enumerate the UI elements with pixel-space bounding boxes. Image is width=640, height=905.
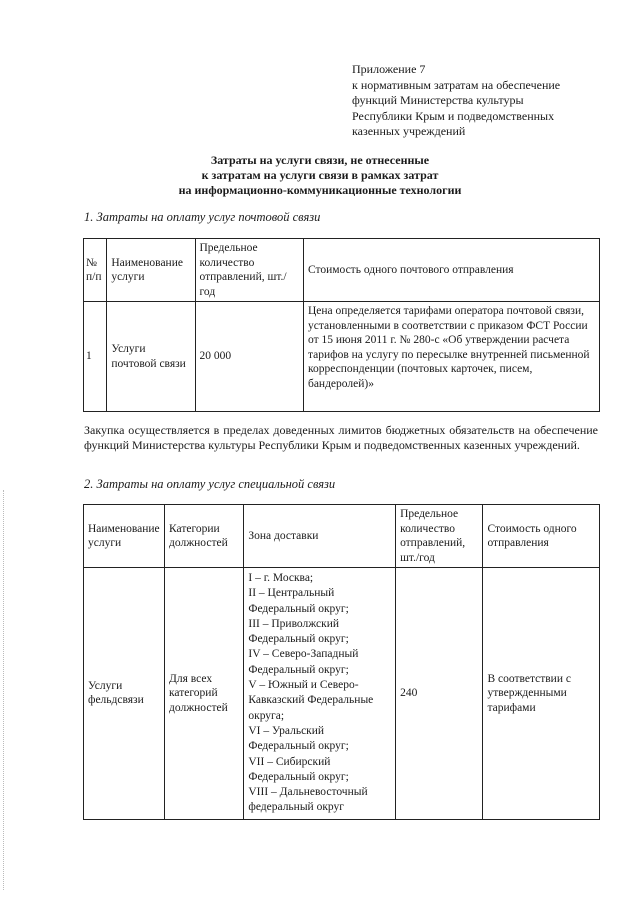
appendix-block: [352, 62, 602, 140]
appendix-line: казенных учреждений: [352, 124, 466, 138]
section-2-heading: 2. Затраты на оплату услуг специальной связи: [84, 477, 336, 491]
appendix-line: функций Министерства культуры: [352, 93, 524, 107]
zone-item: II – Центральный Федеральный округ;: [248, 587, 349, 615]
header-quantity: Предельное количество отправлений, шт./год: [195, 239, 303, 302]
header-quantity: Предельное количество отправлений, шт./год: [396, 505, 483, 568]
table-header-row: [84, 505, 600, 568]
header-service-name: Наименование услуги: [107, 239, 195, 302]
table-row: [84, 302, 600, 412]
zone-item: IV – Северо-Западный Федеральный округ;: [248, 648, 359, 676]
cell-cost: В соответствии с утвержденными тарифами: [483, 568, 600, 820]
procurement-paragraph: Закупка осуществляется в пределах доведенных лимитов бюджетных обязательств на обеспечение функций Министерства культуры Республики Крым и подведомственных казенных учреждений.: [84, 423, 598, 452]
postal-services-table: [83, 238, 600, 412]
cell-cost: Цена определяется тарифами оператора почтовой связи, установленными в соответствии с приказом ФСТ России от 15 июня 2011 г. № 280-с «Об утверждении расчета тарифов на услугу по пересылке внутренней письменной корреспонденции (почтовых карточек, писем, бандеролей)»: [303, 302, 599, 412]
cell-quantity: 240: [396, 568, 483, 820]
header-delivery-zone: Зона доставки: [244, 505, 396, 568]
zone-item: V – Южный и Северо-Кавказский Федеральные округа;: [248, 679, 374, 722]
zone-item: VI – Уральский Федеральный округ;: [248, 724, 349, 753]
title-line: к затратам на услуги связи в рамках затрат: [201, 168, 439, 182]
table-header-row: [84, 239, 600, 302]
appendix-line: Приложение 7: [352, 62, 426, 76]
zone-item: III – Приволжский Федеральный округ;: [248, 617, 349, 646]
title-line: на информационно-коммуникационные технологии: [178, 183, 462, 197]
section-1-heading: 1. Затраты на оплату услуг почтовой связи: [84, 210, 321, 224]
scan-margin-marks: [3, 490, 6, 890]
appendix-line: к нормативным затратам на обеспечение: [352, 77, 561, 92]
document-title: [150, 153, 490, 198]
header-cost: Стоимость одного почтового отправления: [303, 239, 599, 302]
appendix-line: Республики Крым и подведомственных: [352, 108, 555, 123]
header-cost: Стоимость одного отправления: [483, 505, 600, 568]
cell-number: 1: [84, 302, 107, 412]
zone-item: VIII – Дальневосточный федеральный округ: [248, 786, 368, 814]
cell-category: Для всех категорий должностей: [165, 568, 244, 820]
cell-service-name: Услуги фельдсвязи: [84, 568, 165, 820]
table-row: [84, 568, 600, 820]
cell-service-name: Услуги почтовой связи: [107, 302, 195, 412]
special-communication-table: [83, 504, 600, 820]
zone-item: I – г. Москва;: [248, 572, 314, 584]
zone-item: VII – Сибирский Федеральный округ;: [248, 755, 349, 783]
header-categories: Категории должностей: [165, 505, 244, 568]
title-line: Затраты на услуги связи, не отнесенные: [210, 153, 430, 167]
header-service-name: Наименование услуги: [84, 505, 165, 568]
cell-delivery-zones: [244, 568, 396, 820]
cell-quantity: 20 000: [195, 302, 303, 412]
header-number: № п/п: [84, 239, 107, 302]
